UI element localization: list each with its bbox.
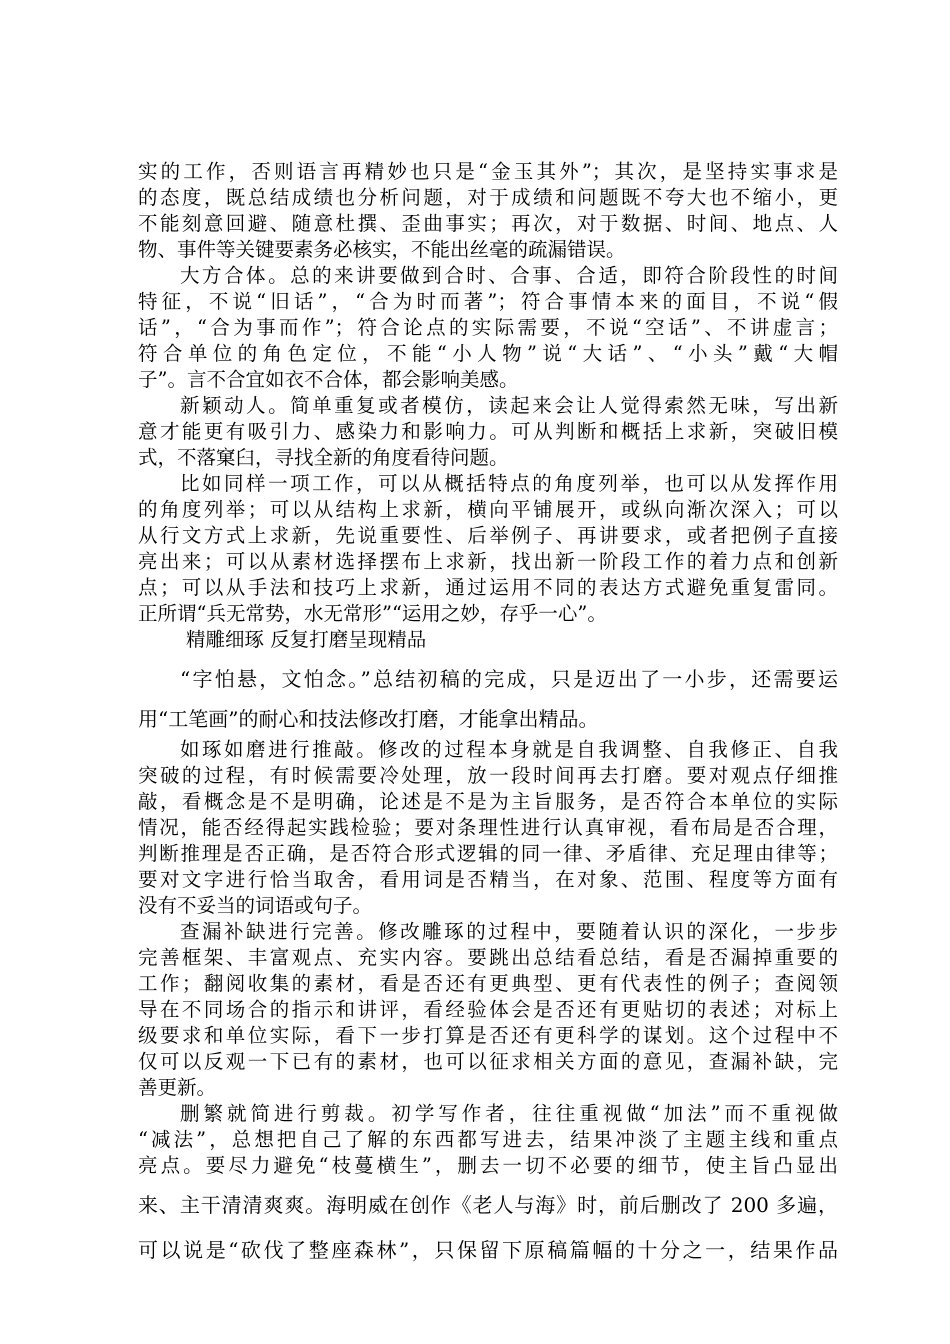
text-line: 特征，不说“旧话”，“合为时而著”；符合事情本来的面目，不说“假 (138, 290, 838, 313)
text-line: 话”，“合为事而作”；符合论点的实际需要，不说“空话”、不讲虚言； (138, 316, 838, 339)
text-line: 判断推理是否正确，是否符合形式逻辑的同一律、矛盾律、充足理由律等； (138, 842, 838, 865)
text-line: 仅可以反观一下已有的素材，也可以征求相关方面的意见，查漏补缺，完 (138, 1050, 838, 1073)
text-line: 实的工作，否则语言再精妙也只是“金玉其外”；其次，是坚持实事求是 (138, 160, 838, 183)
text-line: 情况，能否经得起实践检验；要对条理性进行认真审视，看布局是否合理， (138, 816, 838, 839)
text-line: 的态度，既总结成绩也分析问题，对于成绩和问题既不夸大也不缩小，更 (138, 186, 838, 209)
text-line: 从行文方式上求新，先说重要性、后举例子、再讲要求，或者把例子直接 (138, 524, 838, 547)
text-line: 工作；翻阅收集的素材，看是否还有更典型、更有代表性的例子；查阅领 (138, 972, 838, 995)
text-line: 敲，看概念是不是明确，论述是不是为主旨服务，是否符合本单位的实际 (138, 790, 838, 813)
text-line: 善更新。 (138, 1076, 217, 1099)
paragraph-first-line: 大方合体。总的来讲要做到合时、合事、合适，即符合阶段性的时间 (180, 264, 838, 287)
text-line: 用“工笔画”的耐心和技法修改打磨，才能拿出精品。 (138, 707, 599, 731)
text-line: 式，不落窠臼，寻找全新的角度看待问题。 (138, 446, 509, 469)
section-heading: 精雕细琢 反复打磨呈现精品 (186, 628, 427, 651)
text-line: 完善框架、丰富观点、充实内容。要跳出总结看总结，看是否漏掉重要的 (138, 946, 838, 969)
text-line: 意才能更有吸引力、感染力和影响力。可从判断和概括上求新，突破旧模 (138, 420, 838, 443)
text-line: 可以说是“砍伐了整座森林”，只保留下原稿篇幅的十分之一，结果作品 (138, 1238, 838, 1262)
paragraph-first-line: 新颖动人。简单重复或者模仿，读起来会让人觉得索然无味，写出新 (180, 394, 838, 417)
text-line: 导在不同场合的指示和讲评，看经验体会是否还有更贴切的表述；对标上 (138, 998, 838, 1021)
text-line: 点；可以从手法和技巧上求新，通过运用不同的表达方式避免重复雷同。 (138, 576, 838, 599)
text-line: 符合单位的角色定位，不能“小人物”说“大话”、“小头”戴“大帽 (138, 342, 838, 365)
text-line: 的角度列举；可以从结构上求新，横向平铺展开，或纵向渐次深入；可以 (138, 498, 838, 521)
paragraph-first-line: “字怕悬，文怕念。”总结初稿的完成，只是迈出了一小步，还需要运 (180, 667, 838, 691)
text-line: 亮出来；可以从素材选择摆布上求新，找出新一阶段工作的着力点和创新 (138, 550, 838, 573)
text-line: 不能刻意回避、随意杜撰、歪曲事实；再次，对于数据、时间、地点、人 (138, 212, 838, 235)
text-line: 级要求和单位实际，看下一步打算是否还有更科学的谋划。这个过程中不 (138, 1024, 838, 1047)
text-line: 子”。言不合宜如衣不合体，都会影响美感。 (138, 368, 519, 391)
text-line: 没有不妥当的词语或句子。 (138, 894, 373, 917)
text-line: “减法”，总想把自己了解的东西都写进去，结果冲淡了主题主线和重点 (138, 1128, 838, 1151)
text-line: 要对文字进行恰当取舍，看用词是否精当，在对象、范围、程度等方面有 (138, 868, 838, 891)
paragraph-first-line: 删繁就简进行剪裁。初学写作者，往往重视做“加法”而不重视做 (180, 1102, 838, 1125)
paragraph-first-line: 比如同样一项工作，可以从概括特点的角度列举，也可以从发挥作用 (180, 472, 838, 495)
text-line: 物、事件等关键要素务必核实，不能出丝毫的疏漏错误。 (138, 238, 626, 261)
text-line: 来、主干清清爽爽。海明威在创作《老人与海》时，前后删改了 200 多遍， (138, 1193, 838, 1217)
text-line: 正所谓“兵无常势，水无常形”“运用之妙，存乎一心”。 (138, 602, 607, 625)
paragraph-first-line: 查漏补缺进行完善。修改雕琢的过程中，要随着认识的深化，一步步 (180, 920, 838, 943)
text-line: 突破的过程，有时候需要冷处理，放一段时间再去打磨。要对观点仔细推 (138, 764, 838, 787)
text-line: 亮点。要尽力避免“枝蔓横生”，删去一切不必要的细节，使主旨凸显出 (138, 1154, 838, 1177)
paragraph-first-line: 如琢如磨进行推敲。修改的过程本身就是自我调整、自我修正、自我 (180, 738, 838, 761)
